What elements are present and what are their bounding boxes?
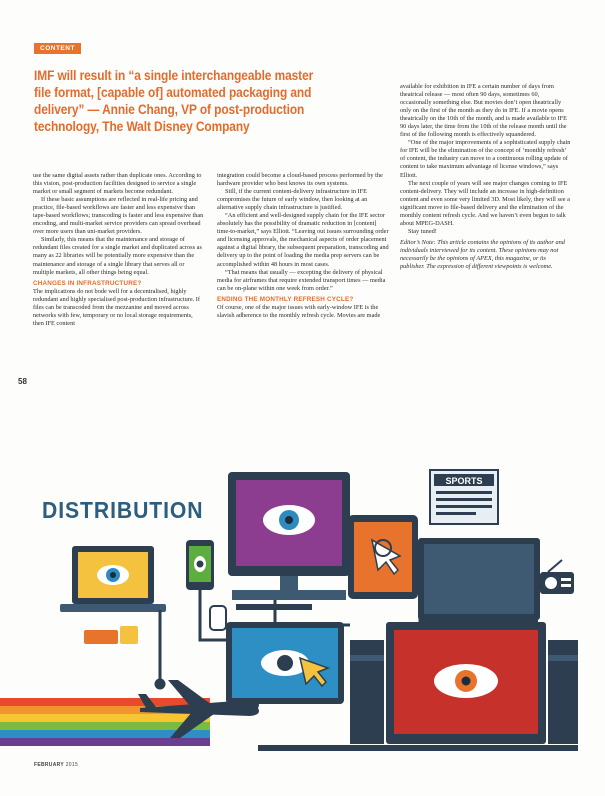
tv-icon — [418, 538, 540, 630]
laptop-icon — [60, 546, 166, 612]
article-column-2 — [217, 172, 389, 320]
paragraph: “One of the major improvements of a sophisticated supply chain for IFE will be the elimination of the concept of ‘monthly refresh’ of content, the industry can move to a continuous rolling update of content to take maximum advantage of license windows,” says Elliott. — [400, 139, 571, 179]
monitor-icon — [228, 472, 350, 610]
phone-icon — [186, 540, 214, 590]
paragraph: integration could become a cloud-based process performed by the hardware provider who best knows its own systems. — [217, 172, 383, 188]
remote-icon — [210, 606, 226, 630]
paragraph: The implications do not bode well for a decentralised, highly redundant and highly specialised post-production infrastructure. If files can be transcoded from the mezzanine and moved across networks with few, temporary or no local storage requirements, then IFE content — [33, 287, 200, 327]
ground-line — [258, 745, 578, 751]
pull-quote: IMF will result in “a single interchangeable master file format, [capable of] automated packaging and delivery” — Annie Chang, VP of post-production technology, The Walt Disney Company — [34, 68, 314, 135]
newspaper-icon — [430, 470, 498, 524]
article-column-1 — [33, 172, 205, 328]
orange-device-icon — [84, 626, 138, 644]
section-tag: CONTENT — [34, 43, 81, 54]
page-number: 58 — [18, 377, 27, 386]
subheading: ENDING THE MONTHLY REFRESH CYCLE? — [217, 295, 354, 303]
subheading: CHANGES IN INFRASTRUCTURE? — [33, 279, 142, 287]
article-column-3 — [400, 83, 572, 271]
tablet-icon — [226, 622, 344, 704]
page-footer — [34, 762, 78, 768]
big-screen-icon — [350, 622, 578, 744]
paragraph: Still, if the current content-delivery infrastructure in IFE compromises the future of early window, then looking at an alternative supply chain infrastructure is justified. — [217, 188, 368, 212]
paragraph: Of course, one of the major issues with early-window IFE is the slavish adherence to the monthly refresh cycle. Movies are made — [217, 303, 381, 319]
illustration-title: DISTRIBUTION — [42, 497, 204, 523]
newspaper-label: SPORTS — [445, 476, 483, 486]
paragraph: The next couple of years will see major changes coming to IFE content-delivery. They will include an increase in high-definition content and even some very limited 3D. Most likely, they will see a significant move to file-based delivery and the elimination of the monthly content refresh cycle. And we haven’t even begun to talk about MPEG-DASH. — [400, 179, 570, 227]
paragraph: use the same digital assets rather than duplicate ones. According to this vision, post-production facilities designed to service a single market or small segment of markets become redundant. — [33, 172, 202, 196]
footer-month: FEBRUARY — [34, 762, 64, 768]
footer-year: 2015 — [65, 762, 79, 768]
paragraph: Stay tuned! — [408, 227, 437, 235]
paragraph: available for exhibition in IFE a certain number of days from theatrical release — most often 90 days, sometimes 60, occasionally something else. But movies don’t open theatrically only on the first of the month as they do in IFE. If a movie opens theatrically on the 10th of the month, and is made available to IFE 90 days later, the time from the 10th of the release month until the first of the following month is effectively squandered. — [400, 83, 567, 139]
paragraph: “An efficient and well-designed supply chain for the IFE sector absolutely has the possibility of dramatic reduction in [content] time-to-market,” says Elliott. “Leaving out issues surrounding order and licensing approvals, the mechanical aspects of order placement against a digital library, the subsequent preparation, transcoding and delivery up to the point of loading the media prep servers can be accomplished within 48 hours in most cases. — [217, 212, 389, 268]
paragraph: If these basic assumptions are reflected in real-life pricing and practice, file-based workflows are faster and less expensive than tape-based workflows; transcoding is faster and less expensive than encoding, and multi-market service providers can spread overhead over more users than uni-market providers. — [33, 196, 204, 236]
orange-tablet-icon — [348, 515, 418, 599]
paragraph: Similarly, this means that the maintenance and storage of redundant files created for a single market and duplicated across as many as 22 libraries will be potentially more expensive than the maintenance and storage of a single library that serves all or multiple markets, all other things being equal. — [33, 236, 202, 276]
editors-note: Editor’s Note: This article contains the opinions of its author and individuals interviewed for its content. These opinions may not necessarily be the opinions of APEX, this magazine, or its publisher. The expression of different viewpoints is welcome. — [400, 238, 565, 271]
radio-icon — [540, 560, 574, 594]
paragraph: “That means that usually — excepting the delivery of physical media for airframes that require extended transport times — media can be on-plane within one week from order.” — [217, 268, 386, 292]
